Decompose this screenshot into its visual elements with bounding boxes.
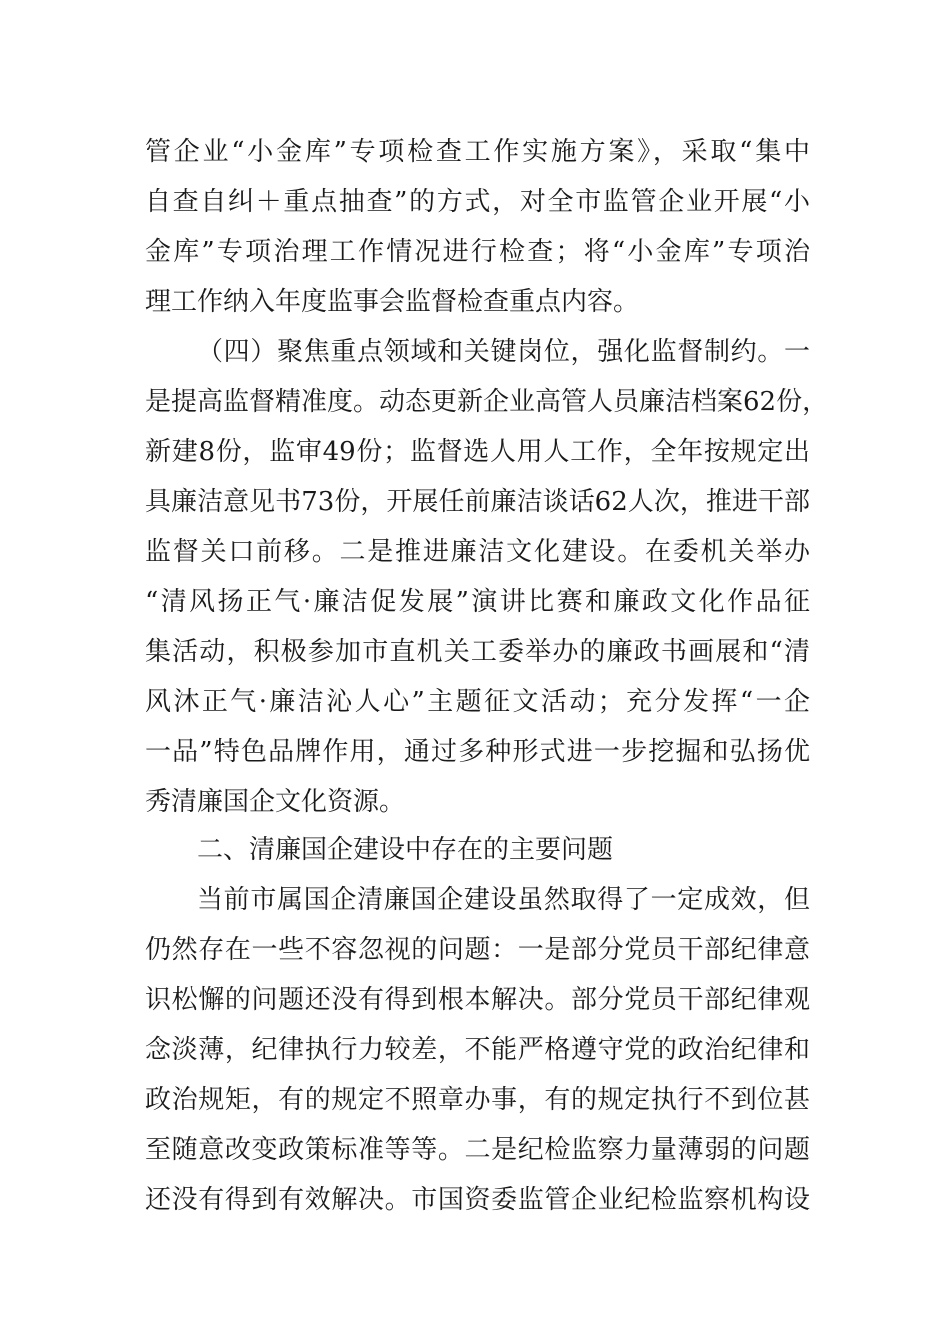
text-line: 当前市属国企清廉国企建设虽然取得了一定成效，但 (197, 885, 810, 915)
text-line: （四）聚焦重点领域和关键岗位，强化监督制约。一 (197, 337, 810, 367)
text-line: 是提高监督精准度。动态更新企业高管人员廉洁档案62份， (145, 387, 829, 417)
text-line: 仍然存在一些不容忽视的问题：一是部分党员干部纪律意 (145, 935, 810, 965)
text-line: 集活动，积极参加市直机关工委举办的廉政书画展和“清 (145, 637, 810, 667)
text-line: 念淡薄，纪律执行力较差，不能严格遵守党的政治纪律和 (145, 1035, 810, 1065)
text-line: 金库”专项治理工作情况进行检查；将“小金库”专项治 (145, 237, 810, 267)
text-line: 识松懈的问题还没有得到根本解决。部分党员干部纪律观 (145, 985, 810, 1015)
text-line: 秀清廉国企文化资源。 (145, 787, 406, 817)
text-line: “清风扬正气·廉洁促发展”演讲比赛和廉政文化作品征 (145, 587, 810, 617)
text-line: 具廉洁意见书73份，开展任前廉洁谈话62人次，推进干部 (145, 487, 810, 517)
text-line: 理工作纳入年度监事会监督检查重点内容。 (145, 287, 640, 317)
text-line: 至随意改变政策标准等等。二是纪检监察力量薄弱的问题 (145, 1135, 810, 1165)
text-line: 一品”特色品牌作用，通过多种形式进一步挖掘和弘扬优 (145, 737, 810, 767)
text-line: 风沐正气·廉洁沁人心”主题征文活动；充分发挥“一企 (145, 687, 810, 717)
text-line: 还没有得到有效解决。市国资委监管企业纪检监察机构设 (145, 1185, 810, 1215)
text-line: 政治规矩，有的规定不照章办事，有的规定执行不到位甚 (145, 1085, 810, 1115)
text-line: 自查自纠＋重点抽查”的方式，对全市监管企业开展“小 (145, 187, 810, 217)
section-heading: 二、清廉国企建设中存在的主要问题 (197, 835, 614, 865)
text-line: 新建8份，监审49份；监督选人用人工作，全年按规定出 (145, 437, 810, 467)
text-line: 管企业“小金库”专项检查工作实施方案》，采取“集中 (145, 137, 810, 167)
text-line: 监督关口前移。二是推进廉洁文化建设。在委机关举办 (145, 537, 810, 567)
